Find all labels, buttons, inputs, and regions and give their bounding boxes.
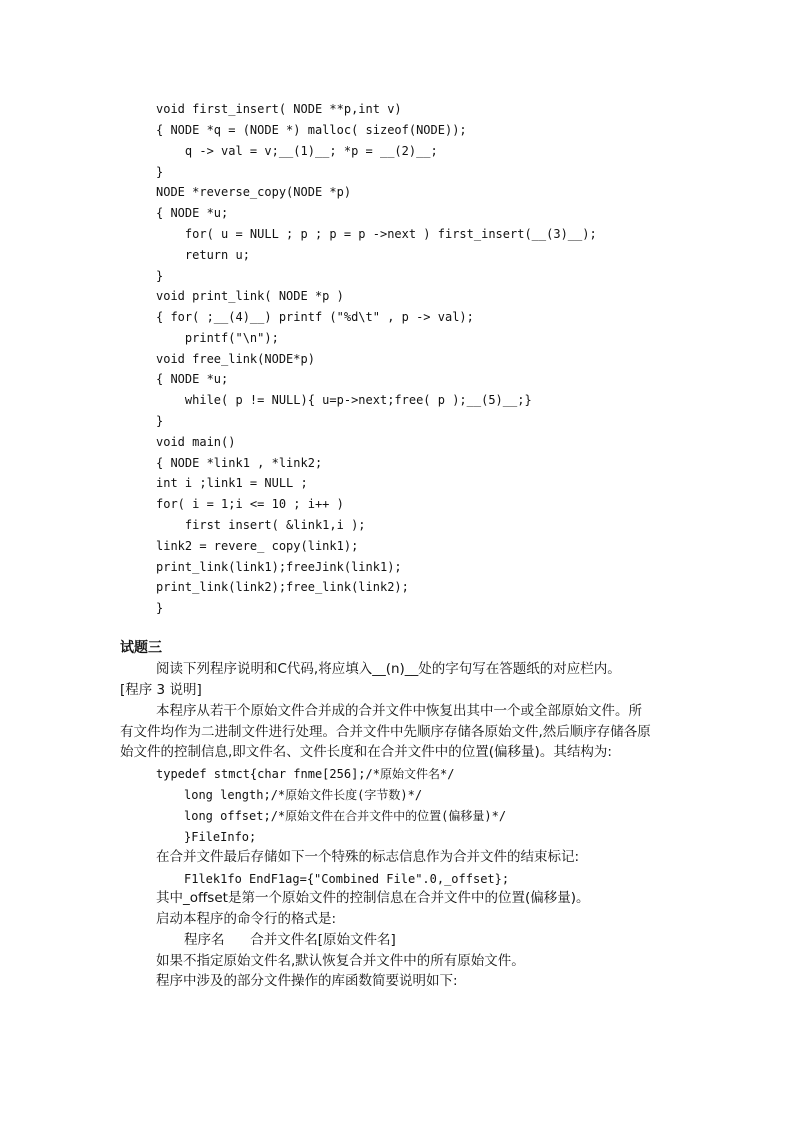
flag-code: F1lek1fo EndF1ag={"Combined File".0,_offset}; [184,872,510,886]
paragraph-line: 始文件的控制信息,即文件名、文件长度和在合并文件中的位置(偏移量)。其结构为: [120,744,612,760]
cmd-intro: 启动本程序的命令行的格式是: [156,911,337,927]
code-line: { for( ;__(4)__) printf ("%d\t" , p -> val); [156,310,474,324]
code-line: { NODE *u; [156,372,229,386]
code-line: } [156,601,164,615]
code-line: { NODE *u; [156,206,229,220]
code-line: } [156,414,164,428]
struct-code-line: typedef stmct{char fnme[256];/*原始文件名*/ [156,767,455,781]
struct-code-line: long offset;/*原始文件在合并文件中的位置(偏移量)*/ [184,809,507,823]
intro-text: 阅读下列程序说明和C代码,将应填入__(n)__处的字句写在答题纸的对应栏内。 [156,661,621,677]
code-line: link2 = revere_ copy(link1); [156,539,359,553]
offset-note: 其中_offset是第一个原始文件的控制信息在合并文件中的位置(偏移量)。 [156,890,590,906]
code-line: print_link(link2);free_link(link2); [156,580,409,594]
code-line: void free_link(NODE*p) [156,352,315,366]
code-line: q -> val = v;__(1)__; *p = __(2)__; [156,144,438,158]
section-heading: 试题三 [120,640,162,656]
code-line: } [156,165,164,179]
code-line: while( p != NULL){ u=p->next;free( p );__(5)__;} [156,393,532,407]
code-line: void print_link( NODE *p ) [156,289,344,303]
code-line: void main() [156,435,236,449]
code-line: NODE *reverse_copy(NODE *p) [156,185,352,199]
code-line: print_link(link1);freeJink(link1); [156,560,402,574]
code-line: { NODE *q = (NODE *) malloc( sizeof(NODE)); [156,123,467,137]
code-line: { NODE *link1 , *link2; [156,456,323,470]
code-line: first insert( &link1,i ); [156,518,366,532]
code-line: for( i = 1;i <= 10 ; i++ ) [156,497,344,511]
struct-code-line: }FileInfo; [184,830,257,844]
cmd-format: 程序名 合并文件名[原始文件名] [184,932,396,948]
default-note: 如果不指定原始文件名,默认恢复合并文件中的所有原始文件。 [156,953,525,969]
code-line: void first_insert( NODE **p,int v) [156,102,402,116]
code-line: return u; [156,248,250,262]
lib-intro: 程序中涉及的部分文件操作的库函数简要说明如下: [156,973,458,989]
struct-code-line: long length;/*原始文件长度(字节数)*/ [184,788,423,802]
paragraph-line: 本程序从若干个原始文件合并成的合并文件中恢复出其中一个或全部原始文件。所 [156,703,642,719]
code-line: int i ;link1 = NULL ; [156,476,308,490]
code-line: printf("\n"); [156,331,279,345]
code-line: } [156,269,164,283]
flag-intro: 在合并文件最后存储如下一个特殊的标志信息作为合并文件的结束标记: [156,849,580,865]
code-line: for( u = NULL ; p ; p = p ->next ) first_insert(__(3)__); [156,227,597,241]
program-subheading: [程序 3 说明] [120,682,202,698]
paragraph-line: 有文件均作为二进制文件进行处理。合并文件中先顺序存储各原始文件,然后顺序存储各原 [120,724,651,740]
